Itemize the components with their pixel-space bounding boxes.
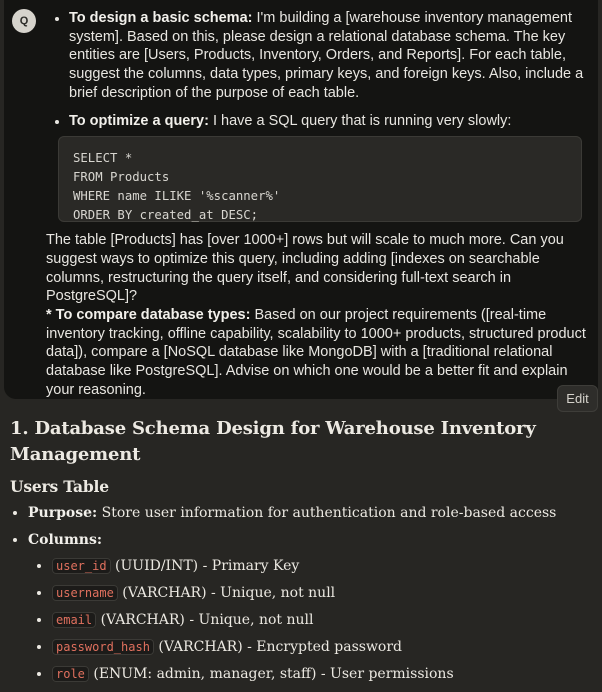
list-item <box>28 504 590 522</box>
column-desc: (VARCHAR) - Unique, not null <box>96 612 314 628</box>
column-desc: (VARCHAR) - Unique, not null <box>117 585 336 601</box>
assistant-response <box>10 416 590 692</box>
paragraph <box>46 231 588 399</box>
list-item <box>28 531 590 683</box>
column-name: username <box>52 585 118 601</box>
user-message-body <box>42 9 590 400</box>
column-item <box>52 638 590 656</box>
list-item <box>69 112 590 131</box>
user-avatar: Q <box>12 9 36 33</box>
purpose-text: Store user information for authentication and role-based access <box>97 505 557 521</box>
code-line: SELECT * <box>73 151 133 166</box>
code-line: FROM Products <box>73 170 170 185</box>
column-name: email <box>52 612 96 628</box>
columns-label: Columns: <box>28 532 103 548</box>
column-desc: (VARCHAR) - Encrypted password <box>153 639 403 655</box>
column-item <box>52 665 590 683</box>
column-item <box>52 557 590 575</box>
code-line: WHERE name ILIKE '%scanner%' <box>73 189 281 204</box>
bullet-text: I have a SQL query that is running very slowly: <box>208 112 512 129</box>
code-line: ORDER BY created_at DESC; <box>73 208 259 223</box>
columns-list <box>28 557 590 683</box>
column-item <box>52 611 590 629</box>
user-message <box>4 0 598 399</box>
column-desc: (UUID/INT) - Primary Key <box>110 558 300 574</box>
sql-code-block <box>58 136 582 222</box>
bullet-title: To design a basic schema: <box>69 10 253 26</box>
table-details-list <box>10 504 590 683</box>
bullet-title: To compare database types: <box>55 307 251 324</box>
response-heading: 1. Database Schema Design for Warehouse Inventory Management <box>10 418 536 465</box>
column-name: user_id <box>52 558 111 574</box>
bullet-text: I'm building a [warehouse inventory management system]. Based on this, please design a relational database schema. The key entities are [Users, Products, Inventory, Orders, and Reports]. For each table, suggest the columns, data types, primary keys, and foreign keys. Also, include a brief description of the purpose of each table. <box>69 10 584 101</box>
list-item <box>69 9 590 103</box>
bullet-prefix: * <box>46 307 56 324</box>
bullet-title: To optimize a query: <box>69 112 209 129</box>
column-name: role <box>52 666 89 682</box>
bullet-text: Based on our project requirements ([real-time inventory tracking, offline capability, scalability to 1000+ products, structured product data]), compare a [NoSQL database like MongoDB] with a [traditional relational database like PostgreSQL]. Advise on which one would be a better fit and explain your reasoning. <box>46 307 586 398</box>
column-name: password_hash <box>52 639 154 655</box>
request-list <box>42 9 590 130</box>
purpose-label: Purpose: <box>28 505 98 521</box>
column-desc: (ENUM: admin, manager, staff) - User permissions <box>88 666 454 682</box>
paragraph-text: The table [Products] has [over 1000+] rows but will scale to much more. Can you suggest ways to optimize this query, including adding [indexes on searchable columns, restructuring the query itself, and considering full-text search in PostgreSQL]? <box>46 232 564 305</box>
response-subheading: Users Table <box>10 477 109 496</box>
column-item <box>52 584 590 602</box>
edit-button[interactable]: Edit <box>557 385 598 412</box>
